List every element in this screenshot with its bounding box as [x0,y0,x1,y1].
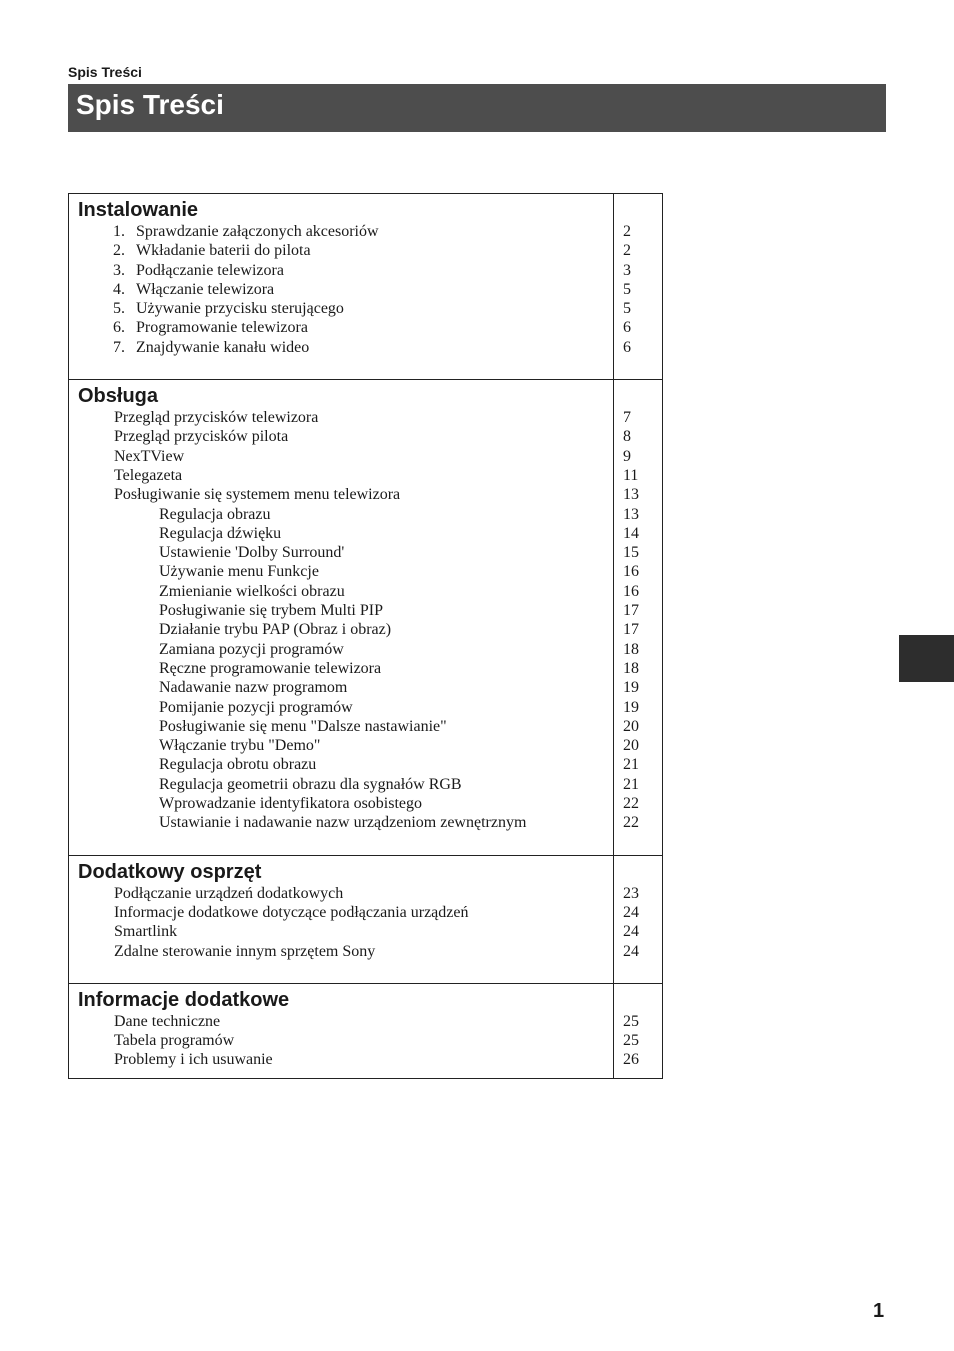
entry-title: Włączanie telewizora [136,280,275,298]
entry-page: 6 [623,338,631,356]
toc-entry[interactable] [69,1031,662,1050]
entry-page: 22 [623,814,639,832]
entry-title: Posługiwanie się systemem menu telewizora [114,486,401,504]
entry-number: 1. [113,223,125,240]
toc-entry[interactable] [69,427,662,446]
entry-page: 14 [623,524,639,542]
entry-title: Regulacja dźwięku [159,524,282,542]
table-of-contents [68,193,663,1079]
entry-title: Programowanie telewizora [136,319,308,337]
toc-entry[interactable] [69,338,662,357]
entry-page: 15 [623,544,639,562]
entry-page: 5 [623,300,631,318]
entry-title: Ręczne programowanie telewizora [159,659,382,677]
toc-entry[interactable] [69,678,662,697]
entry-number: 5. [113,300,125,318]
toc-entry[interactable] [69,485,662,504]
entry-number: 3. [113,261,125,279]
section-title: Obsługa [78,385,159,408]
toc-entry[interactable] [69,601,662,620]
toc-entry[interactable] [69,1050,662,1069]
entry-page: 16 [623,563,639,581]
toc-entry[interactable] [69,717,662,736]
entry-page: 9 [623,447,631,465]
toc-entry[interactable] [69,794,662,813]
toc-entry[interactable] [69,659,662,678]
toc-section [69,984,662,1078]
toc-entry[interactable] [69,318,662,337]
toc-entry[interactable] [69,775,662,794]
entry-page: 25 [623,1032,639,1050]
toc-entry[interactable] [69,408,662,427]
entry-page: 21 [623,756,639,774]
entry-page: 17 [623,602,639,620]
entry-page: 17 [623,621,639,639]
toc-entry[interactable] [69,620,662,639]
toc-entry[interactable] [69,698,662,717]
toc-entry[interactable] [69,543,662,562]
toc-entry[interactable] [69,261,662,280]
entry-page: 7 [623,409,631,427]
entry-title: Posługiwanie się trybem Multi PIP [159,602,383,620]
running-head: Spis Treści [68,64,142,80]
entry-number: 2. [113,242,125,260]
page-title: Spis Treści [76,89,224,120]
entry-page: 21 [623,775,639,793]
toc-section [69,194,662,380]
entry-page: 24 [623,923,639,941]
entry-page: 23 [623,884,639,902]
toc-entries [69,408,662,833]
toc-entry[interactable] [69,755,662,774]
entry-page: 16 [623,582,639,600]
toc-entry[interactable] [69,222,662,241]
section-title: Informacje dodatkowe [78,988,290,1011]
toc-entry[interactable] [69,241,662,260]
toc-entries [69,884,662,961]
entry-number: 4. [113,280,125,298]
section-title: Dodatkowy osprzęt [78,860,262,883]
toc-entry[interactable] [69,736,662,755]
entry-title: Znajdywanie kanału wideo [136,338,310,356]
entry-title: Regulacja geometrii obrazu dla sygnałów RGB [159,775,462,793]
entry-title: Włączanie trybu "Demo" [159,737,321,755]
toc-entry[interactable] [69,280,662,299]
entry-page: 22 [623,795,639,813]
title-bar [68,84,886,132]
entry-title: Ustawianie i nadawanie nazw urządzeniom zewnętrznym [159,814,527,832]
toc-entry[interactable] [69,447,662,466]
entry-page: 13 [623,505,639,523]
toc-entry[interactable] [69,640,662,659]
entry-page: 20 [623,737,639,755]
entry-title: Podłączanie urządzeń dodatkowych [114,884,344,902]
entry-title: Informacje dodatkowe dotyczące podłączania urządzeń [114,903,469,921]
entry-title: Regulacja obrotu obrazu [159,756,317,774]
toc-entry[interactable] [69,524,662,543]
entry-page: 19 [623,698,639,716]
toc-entry[interactable] [69,813,662,832]
entry-title: Tabela programów [114,1032,235,1050]
entry-page: 2 [623,223,631,240]
entry-page: 24 [623,942,639,960]
entry-title: Sprawdzanie załączonych akcesoriów [136,223,379,240]
entry-page: 19 [623,679,639,697]
entry-page: 13 [623,486,639,504]
toc-section [69,380,662,856]
toc-entry[interactable] [69,942,662,961]
entry-title: Zmienianie wielkości obrazu [159,582,345,600]
entry-number: 7. [113,338,125,356]
entry-title: Przegląd przycisków telewizora [114,409,319,427]
entry-title: Używanie menu Funkcje [159,563,319,581]
entry-page: 26 [623,1051,639,1069]
entry-title: Działanie trybu PAP (Obraz i obraz) [159,621,392,639]
entry-title: Smartlink [114,923,178,941]
entry-title: Pomijanie pozycji programów [159,698,353,716]
toc-entry[interactable] [69,903,662,922]
toc-entries [69,222,662,357]
entry-title: Wkładanie baterii do pilota [136,242,311,260]
toc-entry[interactable] [69,466,662,485]
side-tab-marker [899,635,954,682]
entry-page: 18 [623,659,639,677]
toc-section [69,856,662,984]
entry-title: Wprowadzanie identyfikatora osobistego [159,795,423,813]
entry-title: Zamiana pozycji programów [159,640,344,658]
entry-page: 2 [623,242,631,260]
entry-title: Ustawienie 'Dolby Surround' [159,544,345,562]
entry-title: Problemy i ich usuwanie [114,1051,273,1069]
toc-entry[interactable] [69,884,662,903]
toc-entry[interactable] [69,582,662,601]
entry-title: NexTView [114,447,185,465]
entry-page: 3 [623,261,631,279]
entry-title: Regulacja obrazu [159,505,271,523]
toc-entry[interactable] [69,922,662,941]
entry-title: Posługiwanie się menu "Dalsze nastawianie" [159,717,447,735]
toc-entry[interactable] [69,299,662,318]
toc-entry[interactable] [69,1012,662,1031]
entry-title: Dane techniczne [114,1012,221,1030]
page-number: 1 [873,1300,885,1322]
entry-page: 20 [623,717,639,735]
entry-title: Telegazeta [114,466,183,484]
entry-page: 25 [623,1012,639,1030]
entry-page: 5 [623,280,631,298]
section-title: Instalowanie [78,199,199,221]
entry-page: 18 [623,640,639,658]
entry-page: 6 [623,319,631,337]
entry-title: Używanie przycisku sterującego [136,300,344,318]
entry-title: Podłączanie telewizora [136,261,284,279]
entry-page: 8 [623,428,631,446]
entry-title: Zdalne sterowanie innym sprzętem Sony [114,942,376,960]
entry-title: Nadawanie nazw programom [159,679,348,697]
entry-title: Przegląd przycisków pilota [114,428,289,446]
toc-entry[interactable] [69,562,662,581]
entry-page: 24 [623,903,639,921]
toc-entries [69,1012,662,1070]
toc-entry[interactable] [69,505,662,524]
entry-page: 11 [623,466,639,484]
entry-number: 6. [113,319,125,337]
